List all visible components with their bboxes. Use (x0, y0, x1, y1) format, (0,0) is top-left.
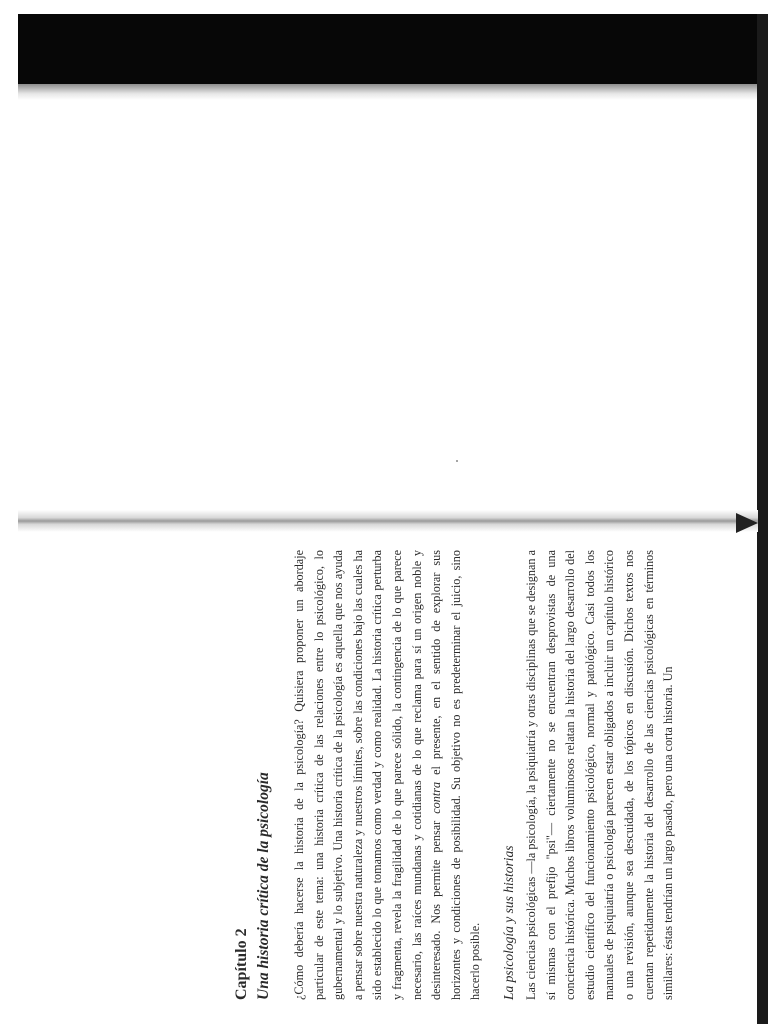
scan-dark-border (18, 14, 760, 86)
intro-emphasis: contra (429, 781, 444, 814)
intro-text-2: el presente, en el sentido de explorar sus horizontes y condiciones de posibilidad. Su objetivo no es predeterminar el juicio, sino hacerlo posible. (429, 549, 483, 1000)
gutter-edge-mark (736, 513, 758, 533)
chapter-title: Una historia crítica de la psicología (255, 772, 272, 1000)
section-paragraph: Las ciencias psicológicas —la psicología, la psiquiatría y otras disciplinas que se designan a sí mismas con el prefijo "psi"— ciertamente no se encuentran desprovistas de una conciencia histórica. Muchos libros voluminosos relatan la historia del largo desarrollo del estudio científico del funcionamiento psicológico, normal y patológico. Casi todos los manuales de psiquiatría o psicología parecen estar obligados a incluir un capítulo histórico o una revisión, aunque sea descuidada, de los tópicos en discusión. Dichos textos nos cuentan repetidamente la historia del desarrollo de las ciencias psicológicas en términos similares: éstas tendrían un largo pasado, pero una corta historia. Un (523, 550, 676, 1000)
page-text-block (232, 550, 717, 1000)
scan-speck (456, 460, 458, 462)
scan-shadow (18, 84, 760, 100)
section-title: La psicología y sus historias (500, 845, 516, 1000)
book-gutter-shadow (18, 510, 758, 532)
scan-right-edge (757, 14, 768, 1024)
chapter-label: Capítulo 2 (233, 928, 250, 1000)
intro-paragraph (290, 550, 486, 1000)
intro-text-1: ¿Cómo debería hacerse la historia de la psicología? Quisiera proponer un abordaje particular de este tema: una historia crítica de las relaciones entre lo psicológico, lo gubernamental y lo subjetivo. Una historia crítica de la psicología es aquella que nos ayuda a pensar sobre nuestra naturaleza y nuestros límites, sobre las condiciones bajo las cuales ha sido establecido lo que tomamos como verdad y como realidad. La historia crítica perturba y fragmenta, revela la fragilidad de lo que parece sólido, la contingencia de lo que parece necesario, las raíces mundanas y cotidianas de lo que reclama para sí un origen noble y desinteresado. Nos permite pensar (292, 550, 444, 1000)
